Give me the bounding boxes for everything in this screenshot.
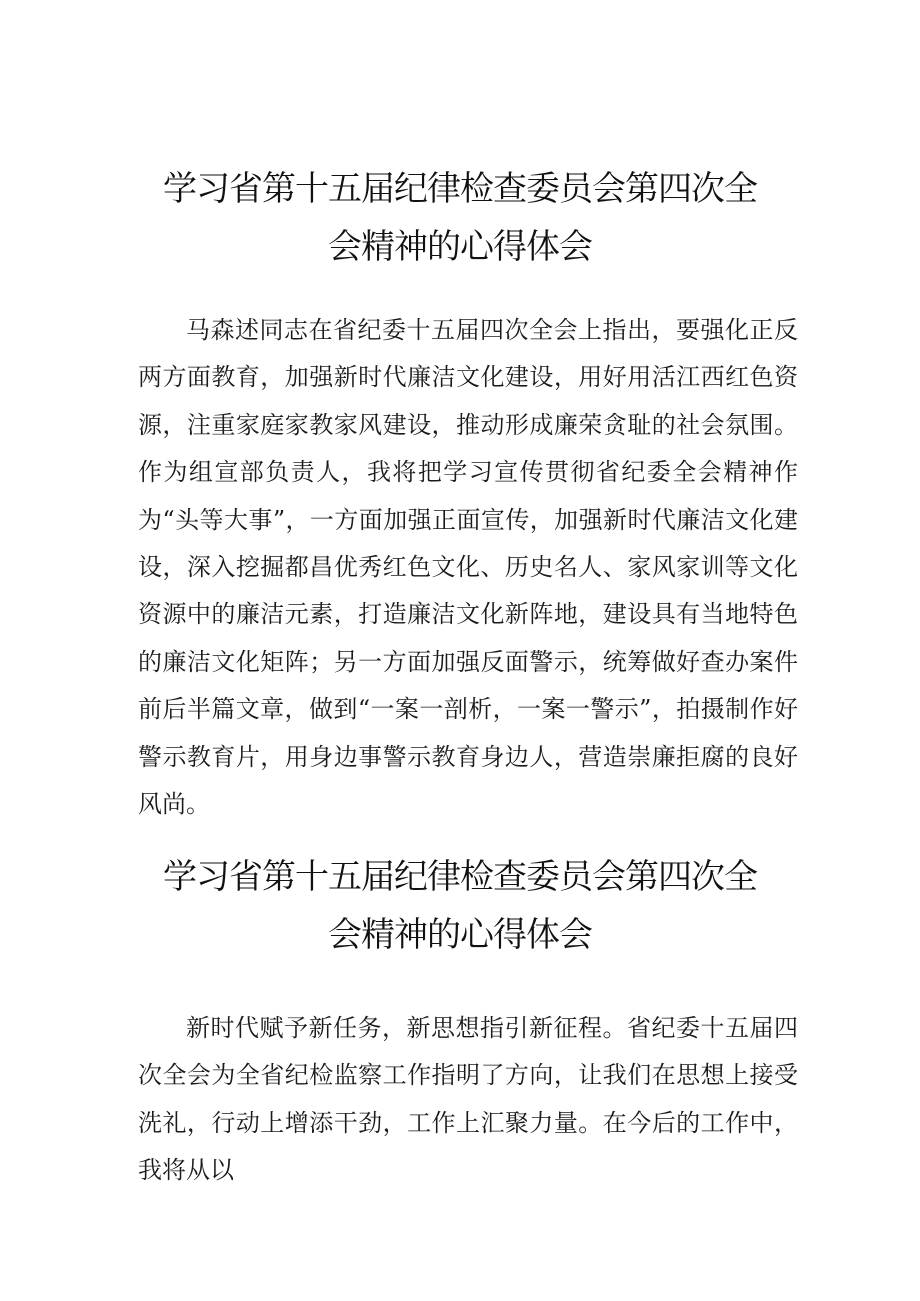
article-paragraph: 新时代赋予新任务，新思想指引新征程。省纪委十五届四次全会为全省纪检监察工作指明了方向，让我们在思想上接受洗礼，行动上增添干劲，工作上汇聚力量。在今后的工作中，我将从以	[138, 1014, 798, 1185]
article-title-line-2: 会精神的心得体会	[328, 915, 592, 955]
article-paragraph: 马森述同志在省纪委十五届四次全会上指出，要强化正反两方面教育，加强新时代廉洁文化建设，用好用活江西红色资源，注重家庭家教家风建设，推动形成廉荣贪耻的社会氛围。作为组宣部负责人，我将把学习宣传贯彻省纪委全会精神作为“头等大事”，一方面加强正面宣传，加强新时代廉洁文化建设，深入挖掘都昌优秀红色文化、历史名人、家风家训等文化资源中的廉洁元素，打造廉洁文化新阵地，建设具有当地特色的廉洁文化矩阵；另一方面加强反面警示，统筹做好查办案件前后半篇文章，做到“一案一剖析，一案一警示”，拍摄制作好警示教育片，用身边事警示教育身边人，营造崇廉拒腐的良好风尚。	[138, 316, 798, 819]
article-title-line-1: 学习省第十五届纪律检查委员会第四次全	[163, 857, 757, 897]
article-2	[0, 848, 920, 1185]
article-1	[0, 160, 920, 819]
article-title-line-2: 会精神的心得体会	[328, 227, 592, 267]
article-title	[0, 160, 920, 276]
article-title-line-1: 学习省第十五届纪律检查委员会第四次全	[163, 169, 757, 209]
article-title	[0, 848, 920, 964]
